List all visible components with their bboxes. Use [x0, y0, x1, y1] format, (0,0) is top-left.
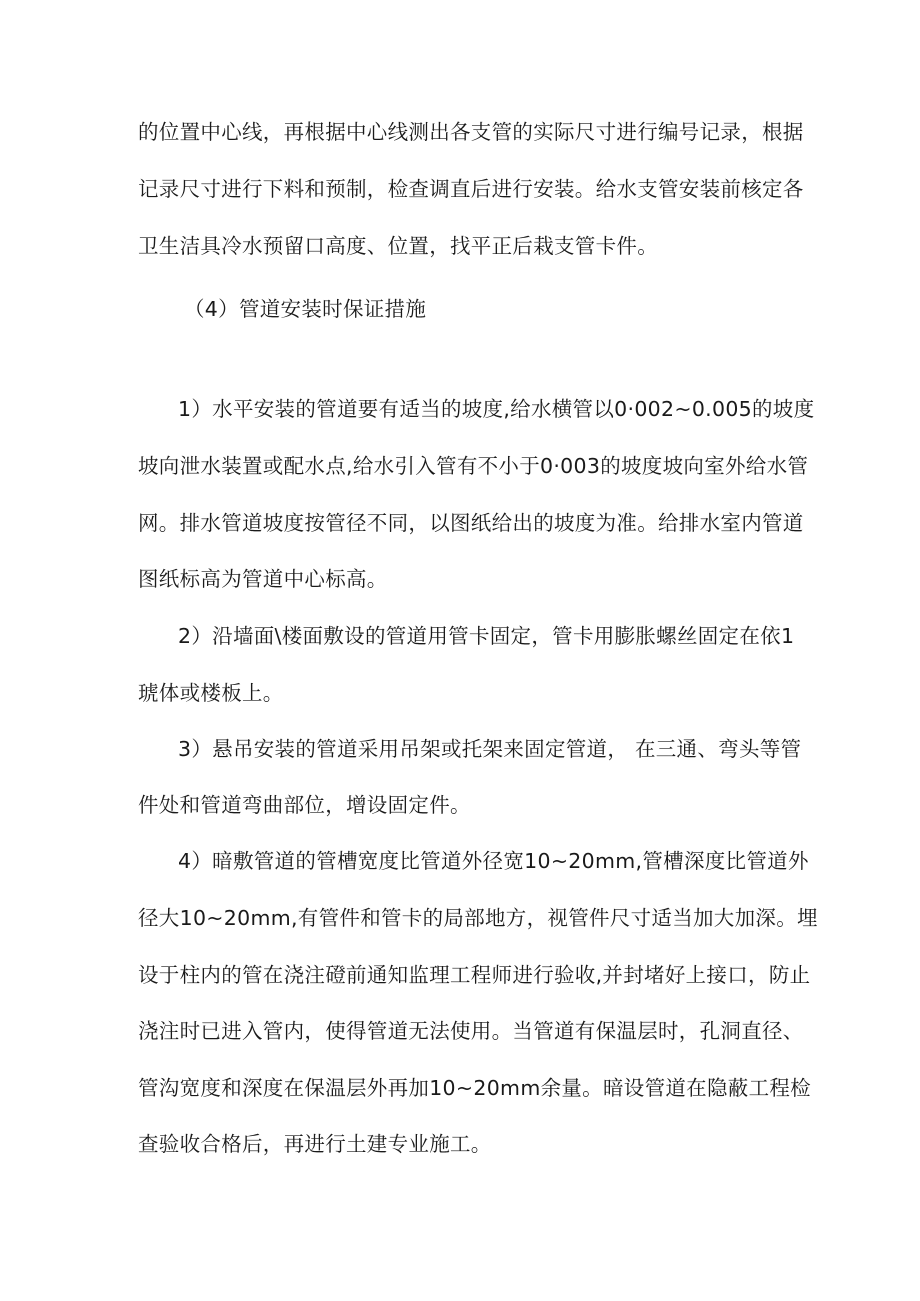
paragraph-line: 记录尺寸进行下料和预制，检查调直后进行安装。给水支管安装前核定各 [138, 177, 804, 201]
section-heading: （4）管道安装时保证措施 [184, 297, 427, 321]
list-item-line: 图纸标高为管道中心标高。 [138, 567, 388, 591]
list-item-line: 1）水平安装的管道要有适当的坡度,给水横管以0·002~0.005的坡度 [178, 397, 815, 421]
list-item-line: 3）悬吊安装的管道采用吊架或托架来固定管道， 在三通、弯头等管 [178, 737, 802, 761]
list-item-line: 2）沿墙面\楼面敷设的管道用管卡固定，管卡用膨胀螺丝固定在依1 [178, 624, 795, 648]
list-item-line: 浇注时已进入管内，使得管道无法使用。当管道有保温层时，孔洞直径、 [138, 1019, 804, 1043]
list-item-line: 坡向泄水装置或配水点,给水引入管有不小于0·003的坡度坡向室外给水管 [138, 454, 809, 478]
list-item-line: 查验收合格后，再进行土建专业施工。 [138, 1132, 492, 1156]
paragraph-line: 卫生洁具冷水预留口高度、位置，找平正后栽支管卡件。 [138, 234, 658, 258]
list-item-line: 径大10~20mm,有管件和管卡的局部地方，视管件尺寸适当加大加深。埋 [138, 906, 818, 930]
list-item-line: 网。排水管道坡度按管径不同，以图纸给出的坡度为准。给排水室内管道 [138, 511, 804, 535]
paragraph-line: 的位置中心线，再根据中心线测出各支管的实际尺寸进行编号记录，根据 [138, 120, 804, 144]
list-item-line: 4）暗敷管道的管槽宽度比管道外径宽10~20mm,管槽深度比管道外 [178, 849, 809, 873]
list-item-line: 件处和管道弯曲部位，增设固定件。 [138, 793, 471, 817]
list-item-line: 琥体或楼板上。 [138, 681, 284, 705]
list-item-line: 管沟宽度和深度在保温层外再加10~20mm余量。暗设管道在隐蔽工程检 [138, 1076, 811, 1100]
list-item-line: 设于柱内的管在浇注磴前通知监理工程师进行验收,并封堵好上接口，防止 [138, 963, 811, 987]
